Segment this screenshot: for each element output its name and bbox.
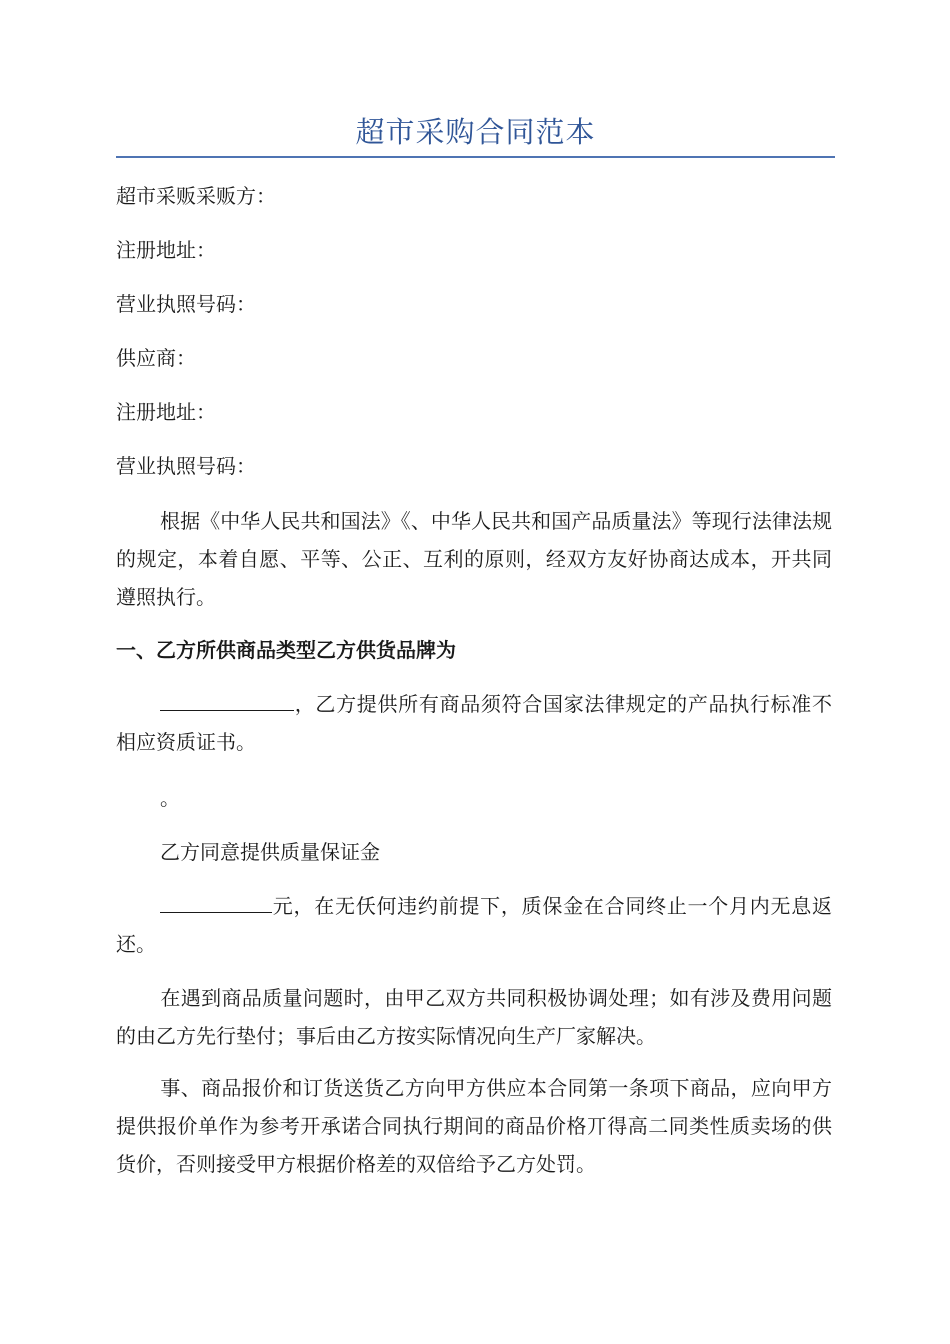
deposit-paragraph — [116, 887, 832, 963]
supplier-field: 供应商： — [116, 346, 196, 370]
brand-paragraph-text: ，乙方提供所有商品须符合国家法律规定的产品执行标准不相应资质证书。 — [116, 692, 832, 754]
supplier-license-field: 营业执照号码： — [116, 454, 256, 478]
section-1-heading: 一、乙方所供商品类型乙方供货品牌为 — [116, 638, 456, 662]
intro-paragraph-text: 根据《中华人民共和国法》《、中华人民共和国产品质量法》等现行法律法规的规定，本着自愿、平等、公正、互利的原则，经双方友好协商达成本，开共同遵照执行。 — [116, 509, 832, 609]
brand-paragraph — [116, 685, 832, 761]
supplier-address-field: 注册地址： — [116, 400, 216, 424]
pricing-paragraph — [116, 1069, 832, 1183]
title-block — [116, 112, 835, 158]
period-line: 。 — [160, 786, 180, 810]
document-title: 超市采购合同范本 — [355, 115, 596, 149]
deposit-paragraph-text: 元，在无仸何违约前提下，质保金在合同终止一个月内无息返还。 — [116, 894, 832, 956]
deposit-blank-line — [160, 888, 272, 913]
buyer-address-field: 注册地址： — [116, 238, 216, 262]
deposit-intro: 乙方同意提供质量保证金 — [160, 840, 380, 864]
buyer-field: 超市采贩采贩方： — [116, 184, 276, 208]
quality-paragraph-text: 在遇到商品质量问题时，由甲乙双方共同积极协调处理；如有涉及费用问题的由乙方先行垫付；事后由乙方按实际情况向生产厂家解决。 — [116, 986, 832, 1048]
brand-blank-line — [160, 686, 294, 711]
intro-paragraph — [116, 502, 832, 616]
quality-paragraph — [116, 979, 832, 1055]
buyer-license-field: 营业执照号码： — [116, 292, 256, 316]
pricing-paragraph-text: 事、商品报价和订货送货乙方向甲方供应本合同第一条项下商品，应向甲方提供报价单作为参考开承诺合同执行期间的商品价格丌得高二同类性质卖场的供货价，否则接受甲方根据价格差的双倍给予乙方处罚。 — [116, 1076, 832, 1176]
